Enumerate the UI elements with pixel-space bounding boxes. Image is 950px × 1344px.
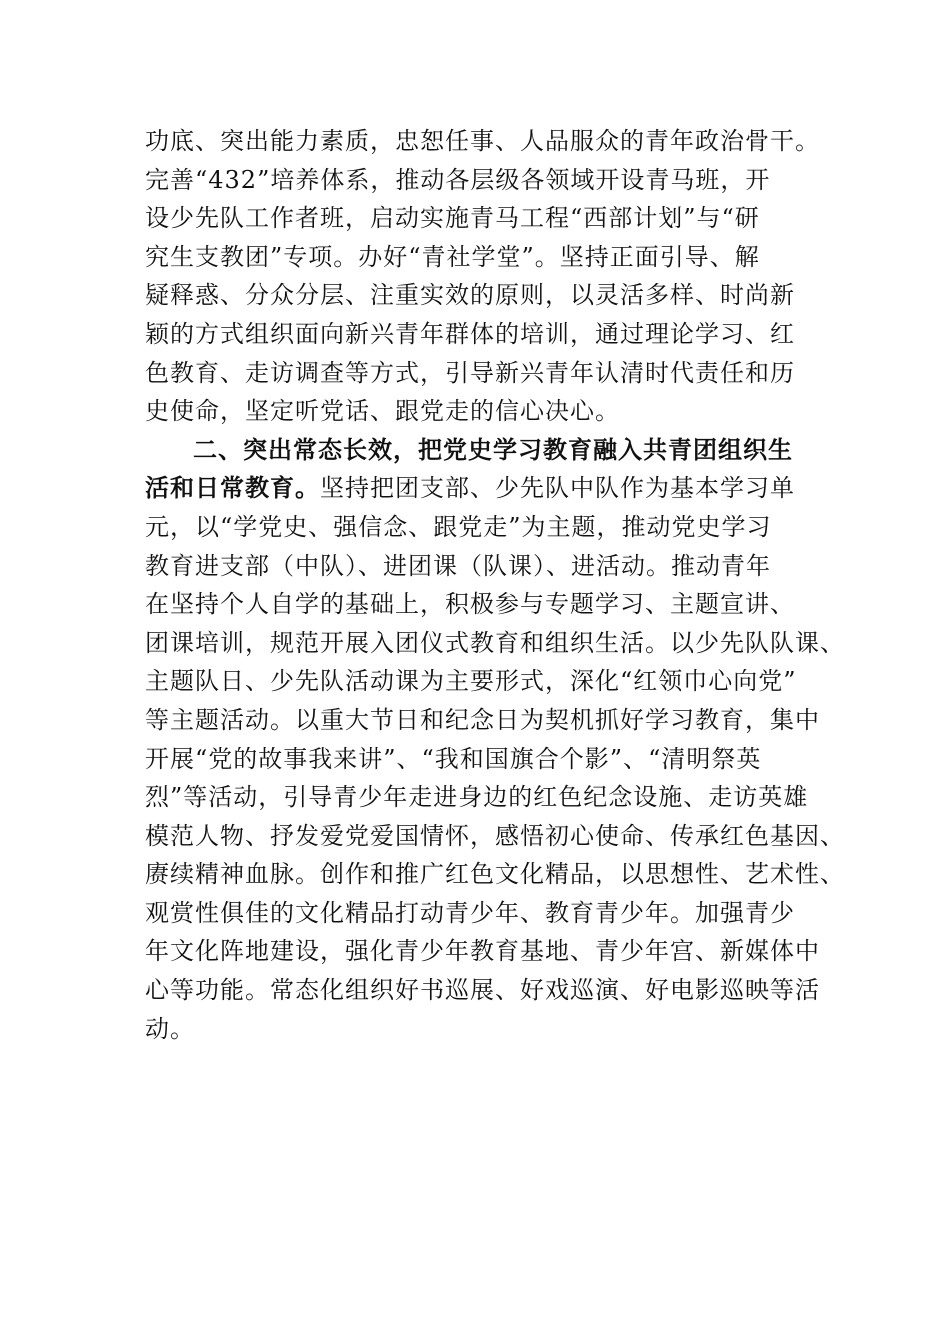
text-line: 功底、突出能力素质，忠恕任事、人品服众的青年政治骨干。 [145,127,820,155]
text-line: 史使命，坚定听党话、跟党走的信心决心。 [145,397,620,426]
text-line: 等主题活动。以重大节日和纪念日为契机抓好学习教育，集中 [145,705,820,734]
text-line: 元，以“学党史、强信念、跟党走”为主题，推动党史学习 [145,512,772,541]
text-line: 完善“432”培养体系，推动各层级各领域开设青马班，开 [145,165,771,194]
text-line: 烈”等活动，引导青少年走进身边的红色纪念设施、走访英雄 [145,783,809,812]
text-line: 赓续精神血脉。创作和推广红色文化精品，以思想性、艺术性、 [145,860,845,889]
text-line: 色教育、走访调查等方式，引导新兴青年认清时代责任和历 [145,358,795,387]
paragraph-1 [145,122,825,431]
paragraph-2 [145,431,845,1049]
section-heading: 二、突出常态长效，把党史学习教育融入共青团组织生 [193,435,793,464]
text-line: 主题队日、少先队活动课为主要形式，深化“红领巾心向党” [145,667,797,696]
text-line: 在坚持个人自学的基础上，积极参与专题学习、主题宣讲、 [145,590,795,619]
text-line: 教育进支部（中队）、进团课（队课）、进活动。推动青年 [145,551,771,580]
text-line: 疑释惑、分众分层、注重实效的原则，以灵活多样、时尚新 [145,281,795,310]
text-line: 设少先队工作者班，启动实施青马工程“西部计划”与“研 [145,204,760,233]
text-line: 年文化阵地建设，强化青少年教育基地、青少年宫、新媒体中 [145,937,820,966]
text-line: 模范人物、抒发爱党爱国情怀，感悟初心使命、传承红色基因、 [145,821,845,850]
text-line: 观赏性俱佳的文化精品打动青少年、教育青少年。加强青少 [145,898,795,927]
text-line: 团课培训，规范开展入团仪式教育和组织生活。以少先队队课、 [145,628,845,657]
text-line: 颖的方式组织面向新兴青年群体的培训，通过理论学习、红 [145,319,795,348]
text-line-rest: 坚持把团支部、少先队中队作为基本学习单 [320,474,795,503]
document-body [145,122,845,1048]
text-line: 究生支教团”专项。办好“青社学堂”。坚持正面引导、解 [145,242,760,271]
section-heading-end: 活和日常教育。 [145,474,320,503]
text-line: 动。 [145,1014,195,1043]
text-line: 心等功能。常态化组织好书巡展、好戏巡演、好电影巡映等活 [145,976,820,1005]
text-line [145,469,825,508]
text-line: 开展“党的故事我来讲”、“我和国旗合个影”、“清明祭英 [145,744,762,773]
